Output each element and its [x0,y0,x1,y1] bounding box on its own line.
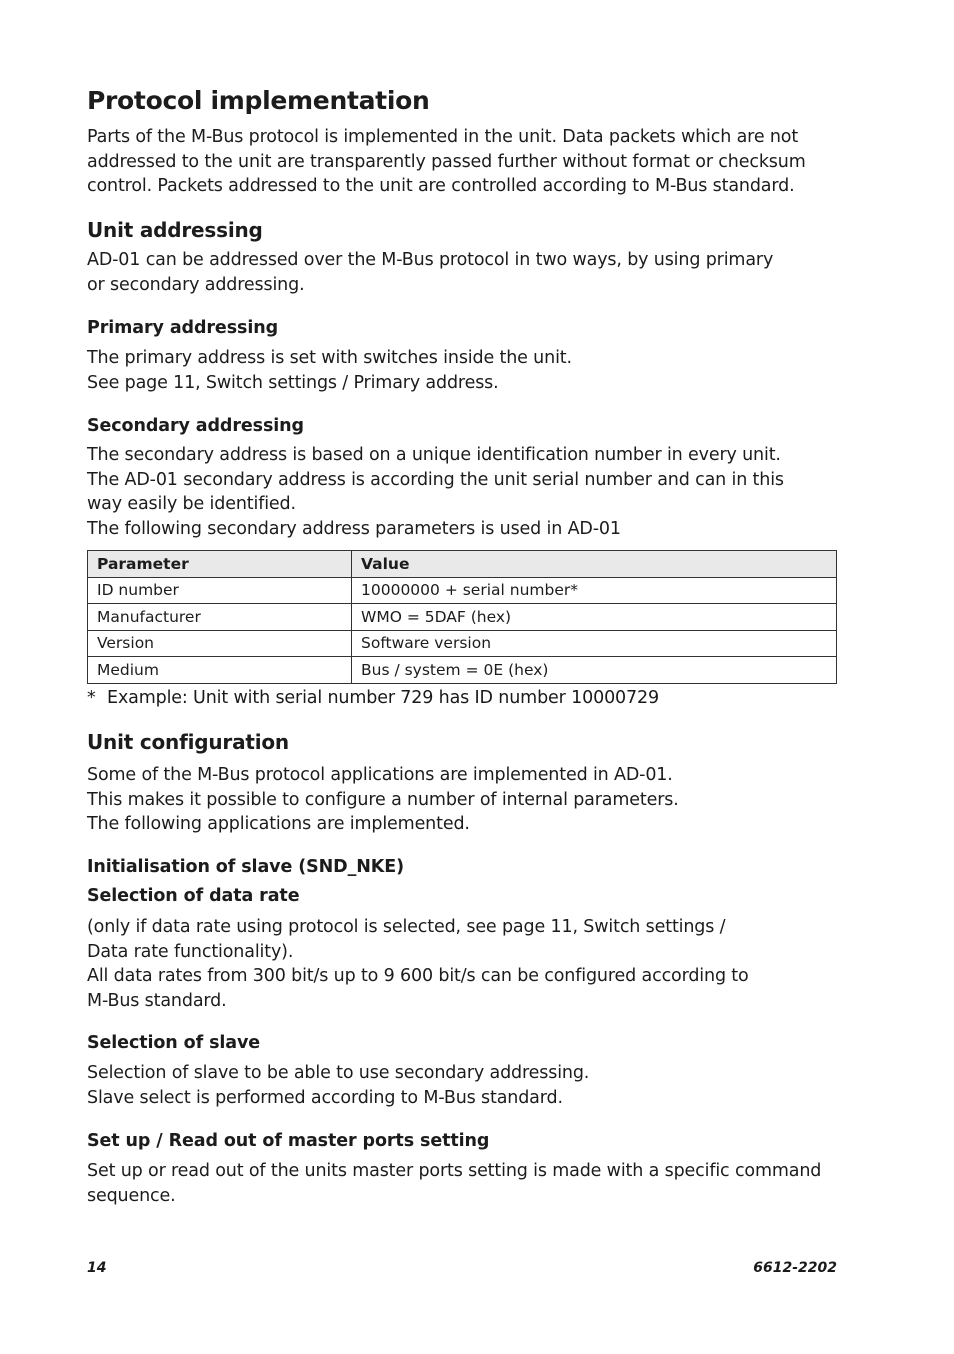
subheading-secondary-addressing: Secondary addressing [87,416,304,436]
primary-addressing-paragraph [87,346,572,395]
text-line: Some of the M-Bus protocol applications are implemented in AD-01. [87,765,673,785]
text-line: The following applications are implemented. [87,814,470,834]
text-line: Data rate functionality). [87,941,294,962]
table-header-row [88,551,837,578]
text-line: (only if data rate using protocol is selected, see page 11, Switch settings / [87,917,726,937]
text-line: Parts of the M-Bus protocol is implemented in the unit. Data packets which are not [87,127,799,147]
text-line: The AD-01 secondary address is according the unit serial number and can in this [87,469,784,490]
table-footnote [87,688,659,708]
text-line: AD-01 can be addressed over the M-Bus protocol in two ways, by using primary [87,250,774,270]
column-header-parameter: Parameter [88,551,352,578]
table-cell: 10000000 + serial number* [352,577,837,604]
unit-addressing-paragraph [87,248,773,297]
data-rate-paragraph [87,915,749,1013]
table-cell: Version [88,630,352,657]
footnote-mark: * [87,688,96,708]
subheading-master-ports-setting: Set up / Read out of master ports setting [87,1131,490,1151]
table-cell: Manufacturer [88,604,352,631]
subheading-primary-addressing: Primary addressing [87,318,279,338]
secondary-address-parameters-table [87,550,837,684]
table-cell: ID number [88,577,352,604]
text-line: way easily be identified. [87,494,296,514]
table-row [88,657,837,684]
selection-of-slave-paragraph [87,1061,589,1110]
text-line: sequence. [87,1185,176,1206]
column-header-value: Value [352,551,837,578]
subheading-initialisation-of-slave: Initialisation of slave (SND_NKE) [87,857,405,877]
table-row [88,577,837,604]
text-line: The following secondary address parameters is used in AD-01 [87,518,621,539]
unit-configuration-paragraph [87,763,679,837]
text-line: This makes it possible to configure a number of internal parameters. [87,789,679,810]
table-row [88,630,837,657]
text-line: Selection of slave to be able to use secondary addressing. [87,1063,590,1083]
text-line: All data rates from 300 bit/s up to 9 600 bit/s can be configured according to [87,966,749,986]
text-line: Slave select is performed according to M-Bus standard. [87,1087,563,1108]
text-line: Set up or read out of the units master ports setting is made with a specific command [87,1161,822,1181]
intro-paragraph [87,125,806,199]
text-line: or secondary addressing. [87,274,305,295]
secondary-addressing-paragraph [87,443,784,541]
text-line: addressed to the unit are transparently passed further without format or checksum [87,151,806,172]
table-cell: Medium [88,657,352,684]
text-line: The secondary address is based on a unique identification number in every unit. [87,445,781,465]
table-cell: WMO = 5DAF (hex) [352,604,837,631]
table-cell: Software version [352,630,837,657]
table-cell: Bus / system = 0E (hex) [352,657,837,684]
section-heading-unit-addressing: Unit addressing [87,218,263,242]
subheading-selection-of-slave: Selection of slave [87,1033,261,1053]
footnote-text: Example: Unit with serial number 729 has ID number 10000729 [107,688,659,708]
text-line: See page 11, Switch settings / Primary address. [87,372,499,393]
master-ports-paragraph [87,1159,821,1208]
section-heading-unit-configuration: Unit configuration [87,730,289,754]
page-title: Protocol implementation [87,86,430,115]
text-line: The primary address is set with switches inside the unit. [87,348,572,368]
text-line: M-Bus standard. [87,990,227,1011]
document-number: 6612-2202 [753,1260,837,1276]
page-number: 14 [87,1260,107,1276]
text-line: control. Packets addressed to the unit are controlled according to M-Bus standard. [87,176,795,196]
subheading-selection-of-data-rate: Selection of data rate [87,886,300,906]
table-row [88,604,837,631]
